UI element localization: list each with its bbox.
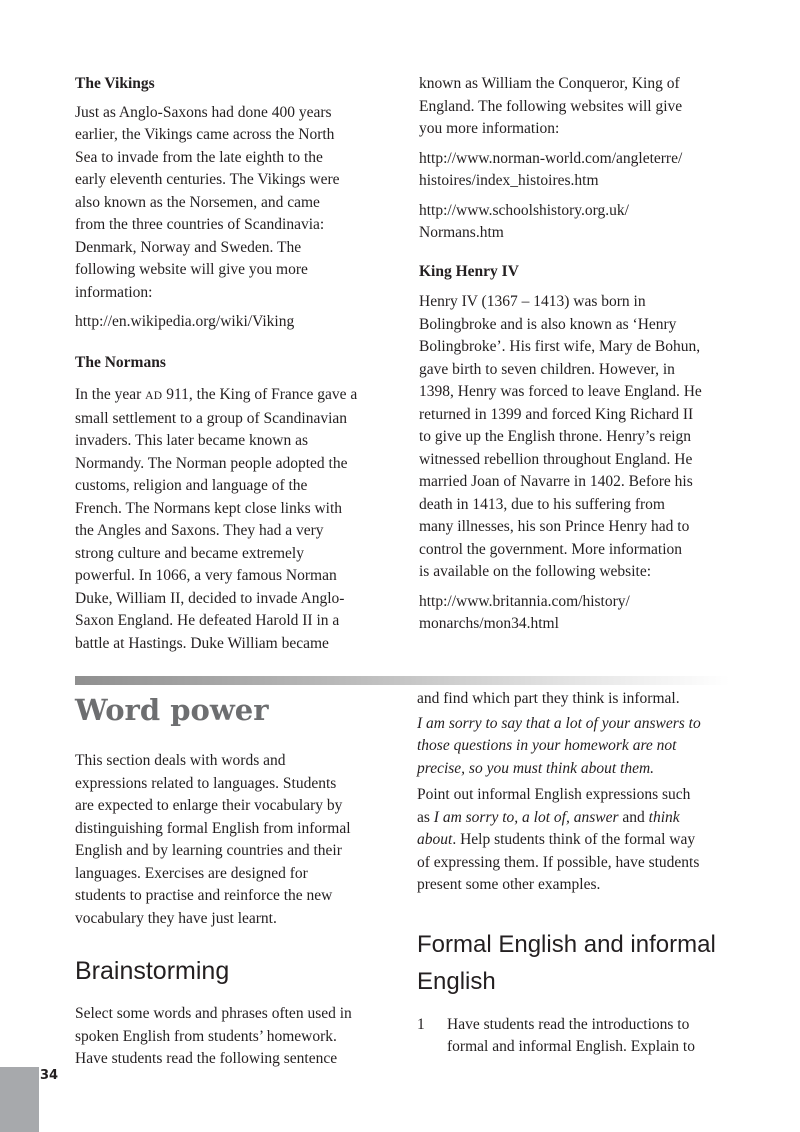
normans-heading: The Normans — [75, 353, 166, 371]
vikings-section — [75, 73, 395, 655]
henry-line: control the government. More information — [419, 540, 683, 558]
henry-line: death in 1413, due to his suffering from — [419, 495, 665, 513]
intro-line: This section deals with words and — [75, 752, 286, 769]
normans-url-1[interactable]: histoires/index_histoires.htm — [419, 172, 599, 189]
normans-cont-line: England. The following websites will give — [419, 97, 683, 115]
intro-line: English and by learning countries and their — [75, 842, 342, 859]
item-line: Have students read the introductions to — [447, 1015, 690, 1033]
section-divider — [75, 676, 730, 685]
normans-line: French. The Normans kept close links with — [75, 499, 343, 517]
normans-cont-line: known as William the Conqueror, King of — [419, 75, 680, 92]
henry-line: Bolingbroke’. His first wife, Mary de Bohun, — [419, 338, 701, 355]
po-text: as — [417, 808, 434, 826]
item-text — [447, 1014, 695, 1059]
rb-first-line: and find which part they think is informal. — [417, 690, 680, 707]
point-out-line: of expressing them. If possible, have students — [417, 853, 700, 871]
item-line: formal and informal English. Explain to — [447, 1038, 695, 1055]
henry-line: gave birth to seven children. However, in — [419, 360, 675, 378]
vikings-heading: The Vikings — [75, 75, 155, 92]
vikings-line: also known as the Norsemen, and came — [75, 193, 320, 211]
numbered-item — [417, 1014, 737, 1059]
po-italic: think — [648, 808, 680, 826]
normans-url-1[interactable]: http://www.norman-world.com/angleterre/ — [419, 149, 683, 167]
normans-line: Duke, William II, decided to invade Anglo- — [75, 589, 345, 607]
normans-line: Normandy. The Norman people adopted the — [75, 454, 348, 472]
right-bottom-column — [417, 688, 737, 1059]
normans-url-2[interactable]: http://www.schoolshistory.org.uk/ — [419, 201, 629, 219]
intro-line: distinguishing formal English from informal — [75, 819, 351, 837]
formal-informal-heading — [417, 926, 737, 1000]
normans-line: small settlement to a group of Scandinavian — [75, 409, 348, 427]
henry-line: Bolingbroke and is also known as ‘Henry — [419, 315, 677, 333]
henry-line: married Joan of Navarre in 1402. Before his — [419, 473, 693, 490]
page-number: 34 — [40, 1068, 59, 1083]
intro-line: languages. Exercises are designed for — [75, 864, 308, 882]
normans-first-line — [75, 384, 395, 408]
brainstorming-body — [75, 1003, 400, 1071]
vikings-url[interactable]: http://en.wikipedia.org/wiki/Viking — [75, 313, 295, 330]
normans-line: customs, religion and language of the — [75, 477, 308, 494]
normans-ad: AD — [145, 390, 163, 402]
vikings-line: Just as Anglo-Saxons had done 400 years — [75, 103, 332, 121]
brainstorming-line: Have students read the following sentence — [75, 1050, 338, 1067]
normans-text: 911, the King of France gave a — [162, 386, 358, 403]
point-out-line: Point out informal English expressions such — [417, 786, 691, 803]
intro-line: are expected to enlarge their vocabulary by — [75, 797, 343, 814]
henry-line: is available on the following website: — [419, 563, 652, 580]
normans-line: the Angles and Saxons. They had a very — [75, 522, 324, 539]
brainstorming-line: Select some words and phrases often used in — [75, 1005, 352, 1022]
vikings-line: early eleventh centuries. The Vikings were — [75, 171, 340, 188]
point-out-line: present some other examples. — [417, 876, 601, 893]
normans-line: invaders. This later became known as — [75, 432, 308, 449]
henry-line: many illnesses, his son Prince Henry had to — [419, 518, 690, 535]
point-out-line — [417, 807, 737, 830]
henry-line: 1398, Henry was forced to leave England. He — [419, 383, 702, 400]
henry-heading: King Henry IV — [419, 262, 519, 280]
page-tab — [0, 1067, 39, 1132]
word-power-title: Word power — [75, 693, 269, 727]
normans-line: Saxon England. He defeated Harold II in a — [75, 612, 340, 629]
vikings-line: information: — [75, 283, 153, 301]
henry-url[interactable]: monarchs/mon34.html — [419, 615, 559, 632]
example-sentence-line: I am sorry to say that a lot of your answers to — [417, 714, 701, 732]
right-top-column — [419, 73, 739, 636]
vikings-line: earlier, the Vikings came across the North — [75, 126, 335, 143]
normans-line: battle at Hastings. Duke William became — [75, 634, 329, 652]
formal-title-line: English — [417, 967, 496, 995]
normans-url-2[interactable]: Normans.htm — [419, 224, 504, 241]
po-italic: I am sorry to, a lot of, answer — [433, 808, 619, 826]
henry-line: to give up the English throne. Henry’s reign — [419, 428, 692, 445]
brainstorming-heading: Brainstorming — [75, 957, 230, 985]
point-out-line — [417, 829, 737, 852]
normans-line: strong culture and became extremely — [75, 544, 304, 562]
vikings-line: Denmark, Norway and Sweden. The — [75, 238, 302, 256]
intro-line: expressions related to languages. Students — [75, 774, 337, 792]
henry-line: returned in 1399 and forced King Richard II — [419, 405, 694, 423]
item-number: 1 — [417, 1015, 425, 1033]
word-power-intro — [75, 750, 395, 930]
intro-line: vocabulary they have just learnt. — [75, 909, 277, 927]
vikings-line: following website will give you more — [75, 261, 308, 278]
henry-line: witnessed rebellion throughout England. He — [419, 450, 693, 468]
vikings-line: from the three countries of Scandinavia: — [75, 216, 325, 233]
henry-line: Henry IV (1367 – 1413) was born in — [419, 293, 646, 310]
normans-line: powerful. In 1066, a very famous Norman — [75, 567, 337, 584]
formal-title-line: Formal English and informal — [417, 930, 716, 958]
po-text: . Help students think of the formal way — [452, 831, 696, 848]
brainstorming-line: spoken English from students’ homework. — [75, 1027, 337, 1045]
vikings-line: Sea to invade from the late eighth to the — [75, 148, 323, 166]
normans-text: In the year — [75, 386, 146, 403]
po-text: and — [618, 808, 649, 826]
henry-url[interactable]: http://www.britannia.com/history/ — [419, 592, 630, 610]
normans-cont-line: you more information: — [419, 120, 560, 137]
example-sentence-line: precise, so you must think about them. — [417, 759, 655, 777]
example-sentence-line: those questions in your homework are not — [417, 737, 677, 754]
po-italic: about — [417, 831, 453, 848]
intro-line: students to practise and reinforce the new — [75, 887, 333, 904]
